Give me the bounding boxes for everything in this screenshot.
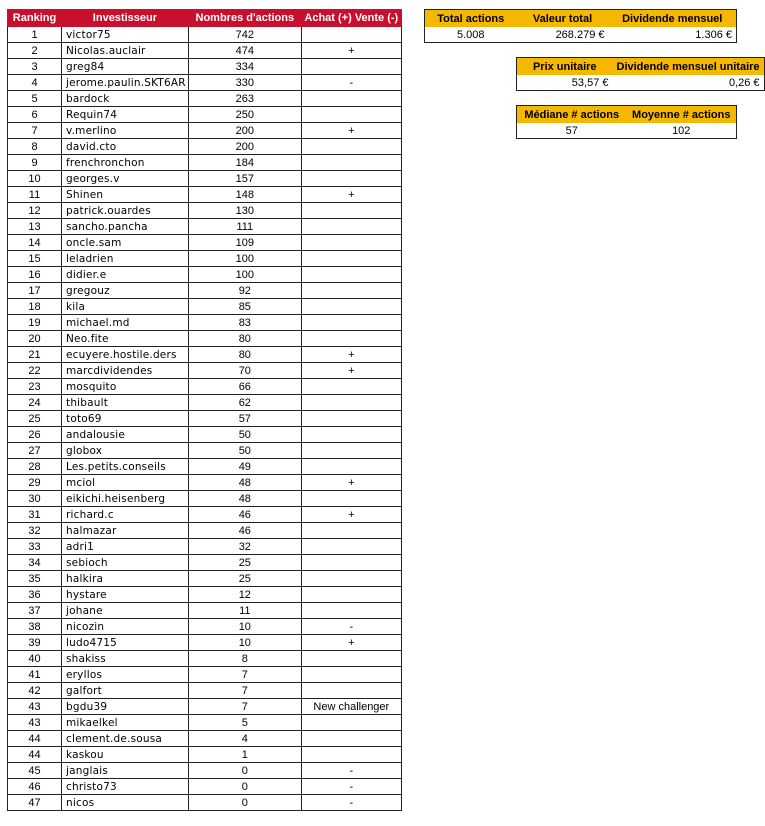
investor-cell: hystare — [62, 587, 189, 603]
shares-cell: 109 — [188, 235, 301, 251]
unit-value-row — [517, 75, 765, 91]
investor-cell: bardock — [62, 91, 189, 107]
unit-header-row — [517, 58, 765, 76]
table-row — [8, 107, 402, 123]
table-row — [8, 171, 402, 187]
trade-cell — [301, 155, 401, 171]
trade-cell — [301, 603, 401, 619]
investor-cell: sancho.pancha — [62, 219, 189, 235]
shares-cell: 25 — [188, 555, 301, 571]
table-row — [8, 667, 402, 683]
investor-cell: johane — [62, 603, 189, 619]
shares-cell: 0 — [188, 779, 301, 795]
shares-cell: 92 — [188, 283, 301, 299]
table-row — [8, 555, 402, 571]
shares-cell: 130 — [188, 203, 301, 219]
trade-cell — [301, 411, 401, 427]
trade-cell — [301, 683, 401, 699]
table-row — [8, 683, 402, 699]
table-row — [8, 59, 402, 75]
dividende-unitaire-label: Dividende mensuel unitaire — [613, 58, 765, 76]
trade-cell — [301, 731, 401, 747]
rank-cell: 34 — [8, 555, 62, 571]
trade-cell — [301, 203, 401, 219]
table-row — [8, 443, 402, 459]
shares-cell: 111 — [188, 219, 301, 235]
rank-cell: 37 — [8, 603, 62, 619]
trade-cell — [301, 667, 401, 683]
shares-cell: 25 — [188, 571, 301, 587]
table-row — [8, 587, 402, 603]
rank-cell: 8 — [8, 139, 62, 155]
ranking-table-body — [8, 27, 402, 811]
table-row — [8, 315, 402, 331]
table-row — [8, 187, 402, 203]
shares-cell: 12 — [188, 587, 301, 603]
investor-cell: toto69 — [62, 411, 189, 427]
table-row — [8, 539, 402, 555]
table-row — [8, 523, 402, 539]
trade-cell — [301, 443, 401, 459]
investor-cell: frenchronchon — [62, 155, 189, 171]
rank-cell: 3 — [8, 59, 62, 75]
investor-cell: christo73 — [62, 779, 189, 795]
rank-cell: 44 — [8, 731, 62, 747]
rank-cell: 32 — [8, 523, 62, 539]
trade-cell — [301, 171, 401, 187]
rank-cell: 39 — [8, 635, 62, 651]
rank-cell: 26 — [8, 427, 62, 443]
investor-cell: mosquito — [62, 379, 189, 395]
unit-box — [516, 57, 765, 91]
shares-cell: 48 — [188, 491, 301, 507]
investor-cell: Neo.fite — [62, 331, 189, 347]
shares-cell: 7 — [188, 667, 301, 683]
investor-cell: halkira — [62, 571, 189, 587]
trade-cell — [301, 299, 401, 315]
rank-cell: 2 — [8, 43, 62, 59]
header-ranking: Ranking — [8, 10, 62, 27]
investor-cell: Shinen — [62, 187, 189, 203]
investor-cell: eikichi.heisenberg — [62, 491, 189, 507]
trade-cell — [301, 107, 401, 123]
table-row — [8, 699, 402, 715]
trade-cell — [301, 283, 401, 299]
trade-cell — [301, 219, 401, 235]
table-row — [8, 155, 402, 171]
shares-cell: 85 — [188, 299, 301, 315]
investor-cell: nicos — [62, 795, 189, 811]
investor-cell: georges.v — [62, 171, 189, 187]
table-row — [8, 651, 402, 667]
stats-value-row — [517, 123, 737, 139]
shares-cell: 100 — [188, 251, 301, 267]
shares-cell: 100 — [188, 267, 301, 283]
shares-cell: 0 — [188, 795, 301, 811]
table-row — [8, 219, 402, 235]
investor-cell: oncle.sam — [62, 235, 189, 251]
table-row — [8, 411, 402, 427]
rank-cell: 1 — [8, 27, 62, 43]
table-row — [8, 331, 402, 347]
totals-box — [424, 9, 737, 43]
trade-cell — [301, 587, 401, 603]
investor-cell: v.merlino — [62, 123, 189, 139]
investor-cell: Les.petits.conseils — [62, 459, 189, 475]
trade-cell — [301, 747, 401, 763]
table-row — [8, 731, 402, 747]
rank-cell: 6 — [8, 107, 62, 123]
shares-cell: 1 — [188, 747, 301, 763]
table-row — [8, 27, 402, 43]
prix-unitaire-label: Prix unitaire — [517, 58, 613, 76]
investor-cell: david.cto — [62, 139, 189, 155]
table-row — [8, 747, 402, 763]
investor-cell: mciol — [62, 475, 189, 491]
rank-cell: 40 — [8, 651, 62, 667]
trade-cell — [301, 491, 401, 507]
shares-cell: 11 — [188, 603, 301, 619]
total-actions-value: 5.008 — [456, 28, 485, 41]
trade-cell: + — [301, 123, 401, 139]
shares-cell: 83 — [188, 315, 301, 331]
shares-cell: 148 — [188, 187, 301, 203]
shares-cell: 10 — [188, 619, 301, 635]
trade-cell — [301, 523, 401, 539]
stats-header-row — [517, 106, 737, 124]
table-row — [8, 571, 402, 587]
trade-cell: + — [301, 507, 401, 523]
shares-cell: 157 — [188, 171, 301, 187]
rank-cell: 42 — [8, 683, 62, 699]
investor-cell: Nicolas.auclair — [62, 43, 189, 59]
shares-cell: 70 — [188, 363, 301, 379]
shares-cell: 474 — [188, 43, 301, 59]
trade-cell: New challenger — [301, 699, 401, 715]
investor-cell: thibault — [62, 395, 189, 411]
table-row — [8, 763, 402, 779]
moyenne-label: Moyenne # actions — [627, 106, 737, 124]
rank-cell: 16 — [8, 267, 62, 283]
shares-cell: 50 — [188, 427, 301, 443]
investor-cell: sebioch — [62, 555, 189, 571]
rank-cell: 27 — [8, 443, 62, 459]
shares-cell: 57 — [188, 411, 301, 427]
shares-cell: 10 — [188, 635, 301, 651]
rank-cell: 25 — [8, 411, 62, 427]
header-shares: Nombres d'actions — [188, 10, 301, 27]
header-trade: Achat (+) Vente (-) — [301, 10, 401, 27]
investor-cell: patrick.ouardes — [62, 203, 189, 219]
table-row — [8, 715, 402, 731]
rank-cell: 18 — [8, 299, 62, 315]
table-row — [8, 139, 402, 155]
rank-cell: 12 — [8, 203, 62, 219]
rank-cell: 44 — [8, 747, 62, 763]
investor-cell: shakiss — [62, 651, 189, 667]
rank-cell: 30 — [8, 491, 62, 507]
shares-cell: 50 — [188, 443, 301, 459]
rank-cell: 14 — [8, 235, 62, 251]
rank-cell: 20 — [8, 331, 62, 347]
prix-unitaire-value: 53,57 € — [571, 76, 609, 89]
rank-cell: 33 — [8, 539, 62, 555]
investor-cell: jerome.paulin.SKT6AR — [62, 75, 189, 91]
rank-cell: 7 — [8, 123, 62, 139]
investor-cell: marcdividendes — [62, 363, 189, 379]
trade-cell — [301, 395, 401, 411]
investor-cell: andalousie — [62, 427, 189, 443]
trade-cell — [301, 571, 401, 587]
trade-cell — [301, 251, 401, 267]
trade-cell — [301, 539, 401, 555]
shares-cell: 7 — [188, 699, 301, 715]
ranking-header-row — [8, 10, 402, 27]
rank-cell: 41 — [8, 667, 62, 683]
table-row — [8, 43, 402, 59]
table-row — [8, 267, 402, 283]
rank-cell: 45 — [8, 763, 62, 779]
shares-cell: 200 — [188, 139, 301, 155]
shares-cell: 334 — [188, 59, 301, 75]
rank-cell: 46 — [8, 779, 62, 795]
shares-cell: 49 — [188, 459, 301, 475]
investor-cell: victor75 — [62, 27, 189, 43]
rank-cell: 38 — [8, 619, 62, 635]
rank-cell: 31 — [8, 507, 62, 523]
investor-cell: Requin74 — [62, 107, 189, 123]
rank-cell: 43 — [8, 699, 62, 715]
table-row — [8, 379, 402, 395]
stats-box — [516, 105, 737, 139]
rank-cell: 23 — [8, 379, 62, 395]
trade-cell — [301, 315, 401, 331]
header-investor: Investisseur — [62, 10, 189, 27]
shares-cell: 46 — [188, 523, 301, 539]
rank-cell: 21 — [8, 347, 62, 363]
table-row — [8, 395, 402, 411]
rank-cell: 15 — [8, 251, 62, 267]
table-row — [8, 603, 402, 619]
investor-cell: leladrien — [62, 251, 189, 267]
shares-cell: 250 — [188, 107, 301, 123]
shares-cell: 80 — [188, 347, 301, 363]
investor-cell: bgdu39 — [62, 699, 189, 715]
trade-cell — [301, 267, 401, 283]
rank-cell: 13 — [8, 219, 62, 235]
table-row — [8, 779, 402, 795]
dividende-unitaire-value: 0,26 € — [728, 76, 760, 89]
shares-cell: 7 — [188, 683, 301, 699]
shares-cell: 263 — [188, 91, 301, 107]
investor-cell: galfort — [62, 683, 189, 699]
trade-cell — [301, 459, 401, 475]
shares-cell: 62 — [188, 395, 301, 411]
table-row — [8, 619, 402, 635]
trade-cell: - — [301, 795, 401, 811]
investor-cell: kila — [62, 299, 189, 315]
rank-cell: 36 — [8, 587, 62, 603]
investor-cell: adri1 — [62, 539, 189, 555]
dividende-mensuel-label: Dividende mensuel — [609, 10, 737, 28]
investor-cell: greg84 — [62, 59, 189, 75]
table-row — [8, 235, 402, 251]
valeur-total-value: 268.279 € — [555, 28, 605, 41]
shares-cell: 5 — [188, 715, 301, 731]
table-row — [8, 91, 402, 107]
shares-cell: 742 — [188, 27, 301, 43]
shares-cell: 330 — [188, 75, 301, 91]
trade-cell — [301, 651, 401, 667]
rank-cell: 22 — [8, 363, 62, 379]
investor-cell: ludo4715 — [62, 635, 189, 651]
table-row — [8, 299, 402, 315]
investor-cell: clement.de.sousa — [62, 731, 189, 747]
rank-cell: 5 — [8, 91, 62, 107]
total-actions-label: Total actions — [425, 10, 517, 28]
table-row — [8, 459, 402, 475]
table-row — [8, 363, 402, 379]
shares-cell: 0 — [188, 763, 301, 779]
shares-cell: 4 — [188, 731, 301, 747]
trade-cell — [301, 91, 401, 107]
investor-cell: globox — [62, 443, 189, 459]
trade-cell — [301, 715, 401, 731]
rank-cell: 47 — [8, 795, 62, 811]
trade-cell: - — [301, 619, 401, 635]
table-row — [8, 427, 402, 443]
trade-cell — [301, 139, 401, 155]
rank-cell: 43 — [8, 715, 62, 731]
trade-cell: + — [301, 363, 401, 379]
table-row — [8, 75, 402, 91]
trade-cell — [301, 235, 401, 251]
investor-cell: halmazar — [62, 523, 189, 539]
rank-cell: 4 — [8, 75, 62, 91]
investor-cell: didier.e — [62, 267, 189, 283]
table-row — [8, 635, 402, 651]
table-row — [8, 283, 402, 299]
trade-cell — [301, 555, 401, 571]
rank-cell: 10 — [8, 171, 62, 187]
table-row — [8, 795, 402, 811]
trade-cell: + — [301, 635, 401, 651]
table-row — [8, 475, 402, 491]
shares-cell: 48 — [188, 475, 301, 491]
trade-cell: + — [301, 475, 401, 491]
totals-header-row — [425, 10, 737, 28]
trade-cell: - — [301, 763, 401, 779]
trade-cell — [301, 59, 401, 75]
table-row — [8, 251, 402, 267]
investor-cell: gregouz — [62, 283, 189, 299]
rank-cell: 9 — [8, 155, 62, 171]
rank-cell: 11 — [8, 187, 62, 203]
investor-cell: kaskou — [62, 747, 189, 763]
rank-cell: 19 — [8, 315, 62, 331]
trade-cell — [301, 27, 401, 43]
table-row — [8, 123, 402, 139]
investor-cell: richard.c — [62, 507, 189, 523]
shares-cell: 66 — [188, 379, 301, 395]
moyenne-value: 102 — [672, 124, 691, 137]
shares-cell: 46 — [188, 507, 301, 523]
rank-cell: 35 — [8, 571, 62, 587]
investor-cell: michael.md — [62, 315, 189, 331]
shares-cell: 8 — [188, 651, 301, 667]
dividende-mensuel-value: 1.306 € — [695, 28, 732, 41]
investor-cell: ecuyere.hostile.ders — [62, 347, 189, 363]
rank-cell: 28 — [8, 459, 62, 475]
shares-cell: 184 — [188, 155, 301, 171]
investor-cell: nicozin — [62, 619, 189, 635]
trade-cell — [301, 331, 401, 347]
investor-cell: mikaelkel — [62, 715, 189, 731]
trade-cell — [301, 427, 401, 443]
rank-cell: 17 — [8, 283, 62, 299]
trade-cell: - — [301, 779, 401, 795]
mediane-value: 57 — [565, 124, 578, 137]
totals-value-row — [425, 27, 737, 43]
trade-cell: + — [301, 43, 401, 59]
shares-cell: 80 — [188, 331, 301, 347]
rank-cell: 24 — [8, 395, 62, 411]
shares-cell: 200 — [188, 123, 301, 139]
rank-cell: 29 — [8, 475, 62, 491]
investor-cell: janglais — [62, 763, 189, 779]
shares-cell: 32 — [188, 539, 301, 555]
valeur-total-label: Valeur total — [517, 10, 609, 28]
mediane-label: Médiane # actions — [517, 106, 627, 124]
table-row — [8, 347, 402, 363]
trade-cell: + — [301, 347, 401, 363]
ranking-table — [7, 9, 402, 811]
trade-cell — [301, 379, 401, 395]
investor-cell: eryllos — [62, 667, 189, 683]
table-row — [8, 507, 402, 523]
trade-cell: - — [301, 75, 401, 91]
trade-cell: + — [301, 187, 401, 203]
table-row — [8, 203, 402, 219]
table-row — [8, 491, 402, 507]
